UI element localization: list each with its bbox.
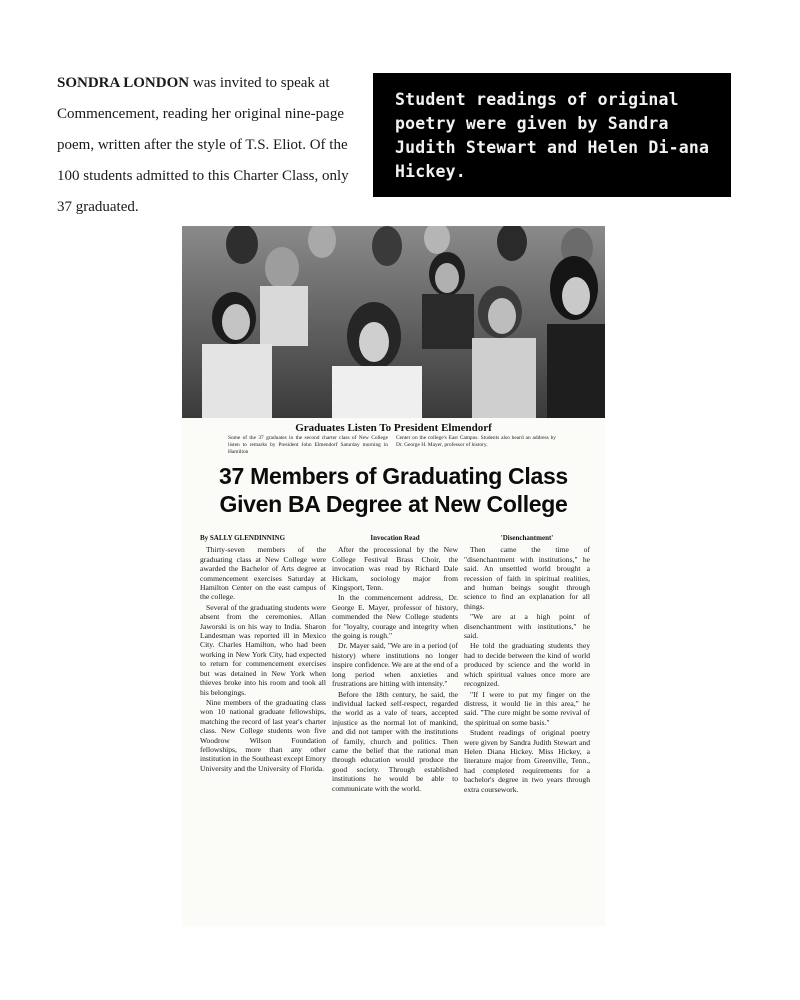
paragraph: Thirty-seven members of the graduating class at New College were awarded the Bachelor of Arts degree at commencement exercises Saturday at Hamilton Center on the east campus of the college. (200, 545, 326, 602)
headline-line-1: 37 Members of Graduating Class (219, 463, 568, 489)
paragraph: Nine members of the graduating class won 10 national graduate fellowships, matching the record of last year's charter class. New College students won five Woodrow Wilson Foundation fellowships, more than any other institution in the Southeast except Emory University and the University of Florida. (200, 697, 326, 773)
article-headline (182, 462, 605, 518)
graduates-photo (182, 226, 605, 418)
article-column-2 (332, 534, 458, 794)
newspaper-clipping (182, 226, 605, 926)
intro-paragraph (57, 68, 357, 223)
byline: By SALLY GLENDINNING (200, 534, 286, 542)
article-column-3 (464, 534, 590, 795)
paragraph: "If I were to put my finger on the distress, it would lie in this area," he said. "The cure might be some revival of the spiritual on some basis." (464, 689, 590, 727)
paragraph: Dr. Mayer said, "We are in a period (of history) where institutions no longer inspire confidence. We are at the end of a long period when anxieties and frustrations are hitting with intensity." (332, 641, 458, 689)
intro-name: SONDRA LONDON (57, 75, 190, 91)
paragraph: "We are at a high point of disenchantment with institutions," he said. (464, 612, 590, 641)
photo-caption-title: Graduates Listen To President Elmendorf (295, 422, 492, 434)
paragraph: After the processional by the New College Festival Brass Choir, the invocation was read by Richard Dale Hickam, sociology major from Kingsport, Tenn. (332, 545, 458, 593)
subheading: Invocation Read (370, 534, 420, 542)
graduates-photo-image (182, 226, 605, 418)
paragraph: Several of the graduating students were absent from the ceremonies. Allan Jaworski is on his way to India. Sharon Landesman was reported ill in Mexico City. Charles Hamilton, who had been working in New York City, had expected to return for commencement exercises but was detained in New York when thieves broke into his room and took all his belongings. (200, 602, 326, 697)
pull-quote-text: Student readings of original poetry were given by Sandra Judith Stewart and Helen Di-ana Hickey. (395, 90, 710, 181)
intro-text: was invited to speak at Commencement, reading her original nine-page poem, written after the style of T.S. Eliot. Of the 100 students admitted to this Charter Class, only 37 graduated. (57, 75, 349, 215)
article-column-1 (200, 534, 326, 774)
paragraph: In the commencement address, Dr. George E. Mayer, professor of history, commended the New College students for "loyalty, courage and integrity when the going is rough." (332, 593, 458, 641)
paragraph: Before the 18th century, he said, the individual lacked self-respect, regarded the world as a vale of tears, accepted injustice as the normal lot of mankind, and did not tamper with the institutions of family, church and politics. Then came the belief that the rational man through education would produce the good society. Through established institutions he would be able to communicate with the world. (332, 689, 458, 793)
paragraph: He told the graduating students they had to decide between the kind of world produced by science and the world in which spiritual values once more are recognized. (464, 641, 590, 689)
pull-quote-box (373, 73, 731, 197)
photo-caption-left: Some of the 37 graduates in the second charter class of New College listen to remarks by President John Elmendorf Saturday morning in Hamilton (228, 435, 388, 455)
paragraph: Student readings of original poetry were given by Sandra Judith Stewart and Helen Diana Hickey. Miss Hickey, a literature major from Greenville, Tenn., had completed requirements for a bachelor's degree in two years through extra coursework. (464, 728, 590, 794)
subheading: 'Disenchantment' (500, 534, 554, 542)
photo-caption-right: Center on the college's East Campus. Students also heard an address by Dr. George H. Mayer, professor of history. (396, 435, 556, 448)
paragraph: Then came the time of "disenchantment with institutions," he said. An unsettled world brought a recession of faith in spiritual realities, and human beings sought through science to find an explanation for all things. (464, 545, 590, 611)
headline-line-2: Given BA Degree at New College (219, 491, 568, 517)
